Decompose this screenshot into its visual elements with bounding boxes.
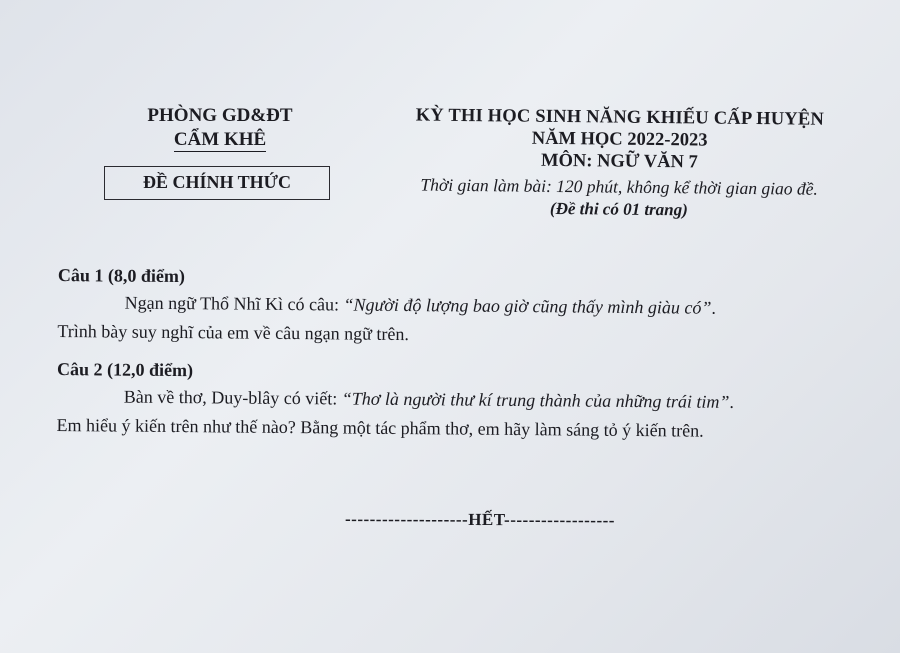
question-1-quote: “Người độ lượng bao giờ cũng thấy mình giàu có” bbox=[343, 294, 712, 318]
question-1-heading: Câu 1 (8,0 điểm) bbox=[57, 264, 185, 287]
question-2-quote: “Thơ là người thư kí trung thành của những trái tim” bbox=[341, 388, 730, 412]
page-count: (Đề thi có 01 trang) bbox=[549, 198, 688, 220]
questions-section bbox=[56, 262, 868, 447]
exam-info-block bbox=[369, 104, 870, 223]
exam-title: KỲ THI HỌC SINH NĂNG KHIẾU CẤP HUYỆN bbox=[415, 105, 825, 130]
question-2-punct: . bbox=[729, 391, 735, 412]
end-marker: --------------------HẾT------------------ bbox=[344, 509, 616, 530]
time-note: Thời gian làm bài: 120 phút, không kể thời gian giao đề. bbox=[420, 174, 818, 199]
issuer-block bbox=[120, 104, 320, 152]
school-year: NĂM HỌC 2022-2023 bbox=[531, 128, 708, 151]
subject: MÔN: NGỮ VĂN 7 bbox=[540, 150, 698, 173]
question-2-intro: Bàn về thơ, Duy-blây có viết: bbox=[123, 386, 342, 409]
question-1-task: Trình bày suy nghĩ của em về câu ngạn ngữ trên. bbox=[57, 320, 410, 345]
question-1-intro: Ngạn ngữ Thổ Nhĩ Kì có câu: bbox=[124, 292, 344, 315]
question-2-heading: Câu 2 (12,0 điểm) bbox=[56, 358, 194, 381]
question-1-punct: . bbox=[711, 297, 717, 318]
question-2-task: Em hiểu ý kiến trên như thế nào? Bằng một tác phẩm thơ, em hãy làm sáng tỏ ý kiến trên. bbox=[56, 414, 704, 441]
official-exam-label: ĐỀ CHÍNH THỨC bbox=[104, 166, 330, 200]
department-name: PHÒNG GD&ĐT bbox=[147, 105, 293, 126]
district-name: CẨM KHÊ bbox=[173, 129, 267, 150]
